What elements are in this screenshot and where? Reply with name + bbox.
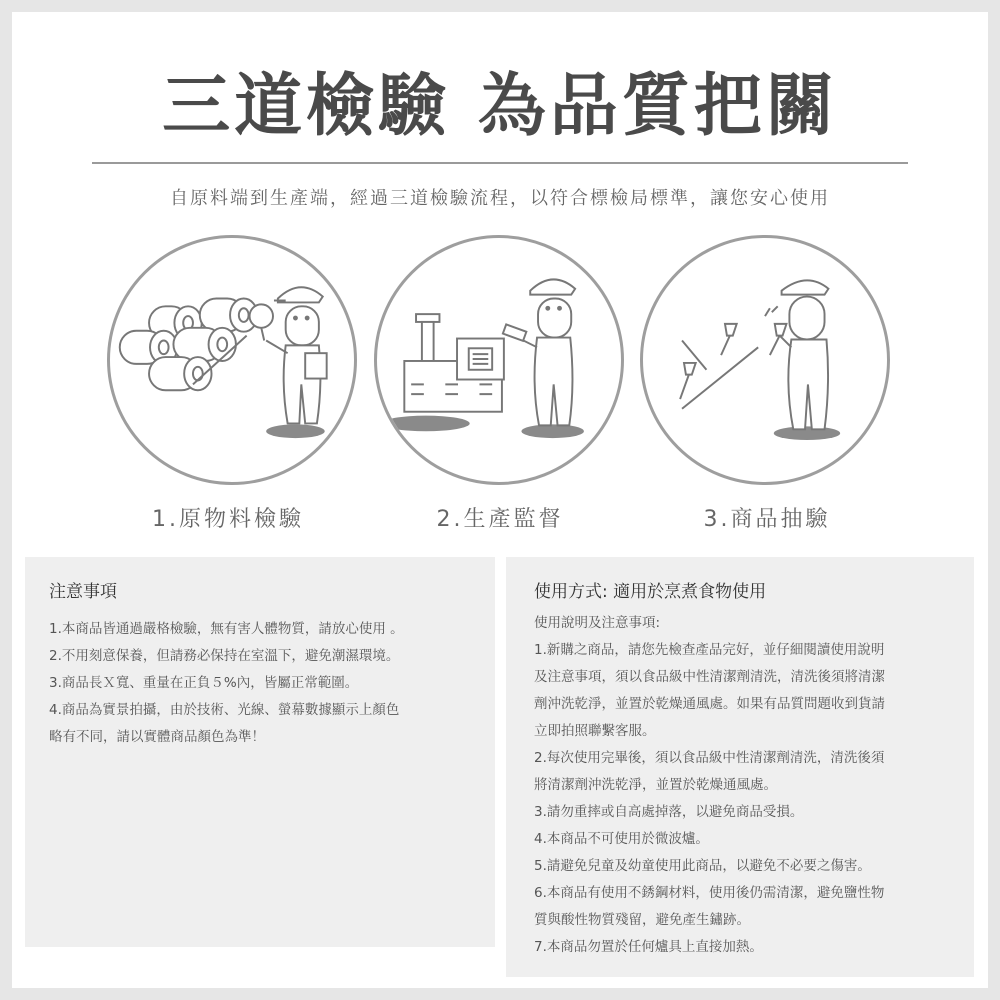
notice-list — [49, 616, 473, 751]
notice-title: 注意事項 — [49, 582, 117, 602]
text-line: 7.本商品勿置於任何爐具上直接加熱。 — [534, 939, 763, 955]
text-line: 質與酸性物質殘留，避免產生鏽跡。 — [534, 912, 750, 928]
text-line: 1.本商品皆通過嚴格檢驗，無有害人體物質，請放心使用 。 — [49, 621, 404, 637]
text-line: 3.請勿重摔或自高處掉落，以避免商品受損。 — [534, 804, 804, 820]
raw-material-inspection-icon — [110, 238, 354, 482]
usage-list — [534, 637, 952, 961]
step-3-label: 3.商品抽驗 — [703, 507, 831, 532]
text-line: 2.每次使用完畢後，須以食品級中性清潔劑清洗，清洗後須 — [534, 750, 885, 766]
step-2-label: 2.生產監督 — [436, 507, 564, 532]
step-2-circle — [374, 235, 624, 485]
title-divider — [92, 162, 908, 164]
text-line: 及注意事項，須以食品級中性清潔劑清洗，清洗後須將清潔 — [534, 669, 885, 685]
text-line: 1.新購之商品，請您先檢查產品完好，並仔細閱讀使用說明 — [534, 642, 885, 658]
text-line: 將清潔劑沖洗乾淨，並置於乾燥通風處。 — [534, 777, 777, 793]
text-line: 略有不同，請以實體商品顏色為準！ — [49, 729, 265, 745]
page-subtitle: 自原料端到生產端，經過三道檢驗流程，以符合標檢局標準，讓您安心使用 — [170, 188, 830, 209]
text-line: 4.本商品不可使用於微波爐。 — [534, 831, 709, 847]
step-3-circle — [640, 235, 890, 485]
production-supervision-icon — [377, 238, 621, 482]
step-1-circle — [107, 235, 357, 485]
usage-panel — [506, 557, 974, 977]
text-line: 5.請避免兒童及幼童使用此商品，以避免不必要之傷害。 — [534, 858, 871, 874]
text-line: 4.商品為實景拍攝，由於技術、光線、螢幕數據顯示上顏色 — [49, 702, 400, 718]
step-1-label: 1.原物料檢驗 — [152, 507, 304, 532]
text-line: 立即拍照聯繫客服。 — [534, 723, 656, 739]
text-line: 6.本商品有使用不銹鋼材料，使用後仍需清潔，避免鹽性物 — [534, 885, 885, 901]
usage-title: 使用方式: 適用於烹煮食物使用 — [534, 582, 767, 602]
usage-subtitle: 使用說明及注意事項: — [534, 615, 661, 631]
text-line: 3.商品長Ｘ寬、重量在正負５%內，皆屬正常範圍。 — [49, 675, 359, 691]
page-title: 三道檢驗 為品質把關 — [162, 67, 838, 146]
notice-panel — [25, 557, 495, 947]
text-line: 劑沖洗乾淨，並置於乾燥通風處。如果有品質問題收到貨請 — [534, 696, 885, 712]
product-sampling-icon — [643, 238, 887, 482]
text-line: 2.不用刻意保養，但請務必保持在室溫下，避免潮濕環境。 — [49, 648, 400, 664]
